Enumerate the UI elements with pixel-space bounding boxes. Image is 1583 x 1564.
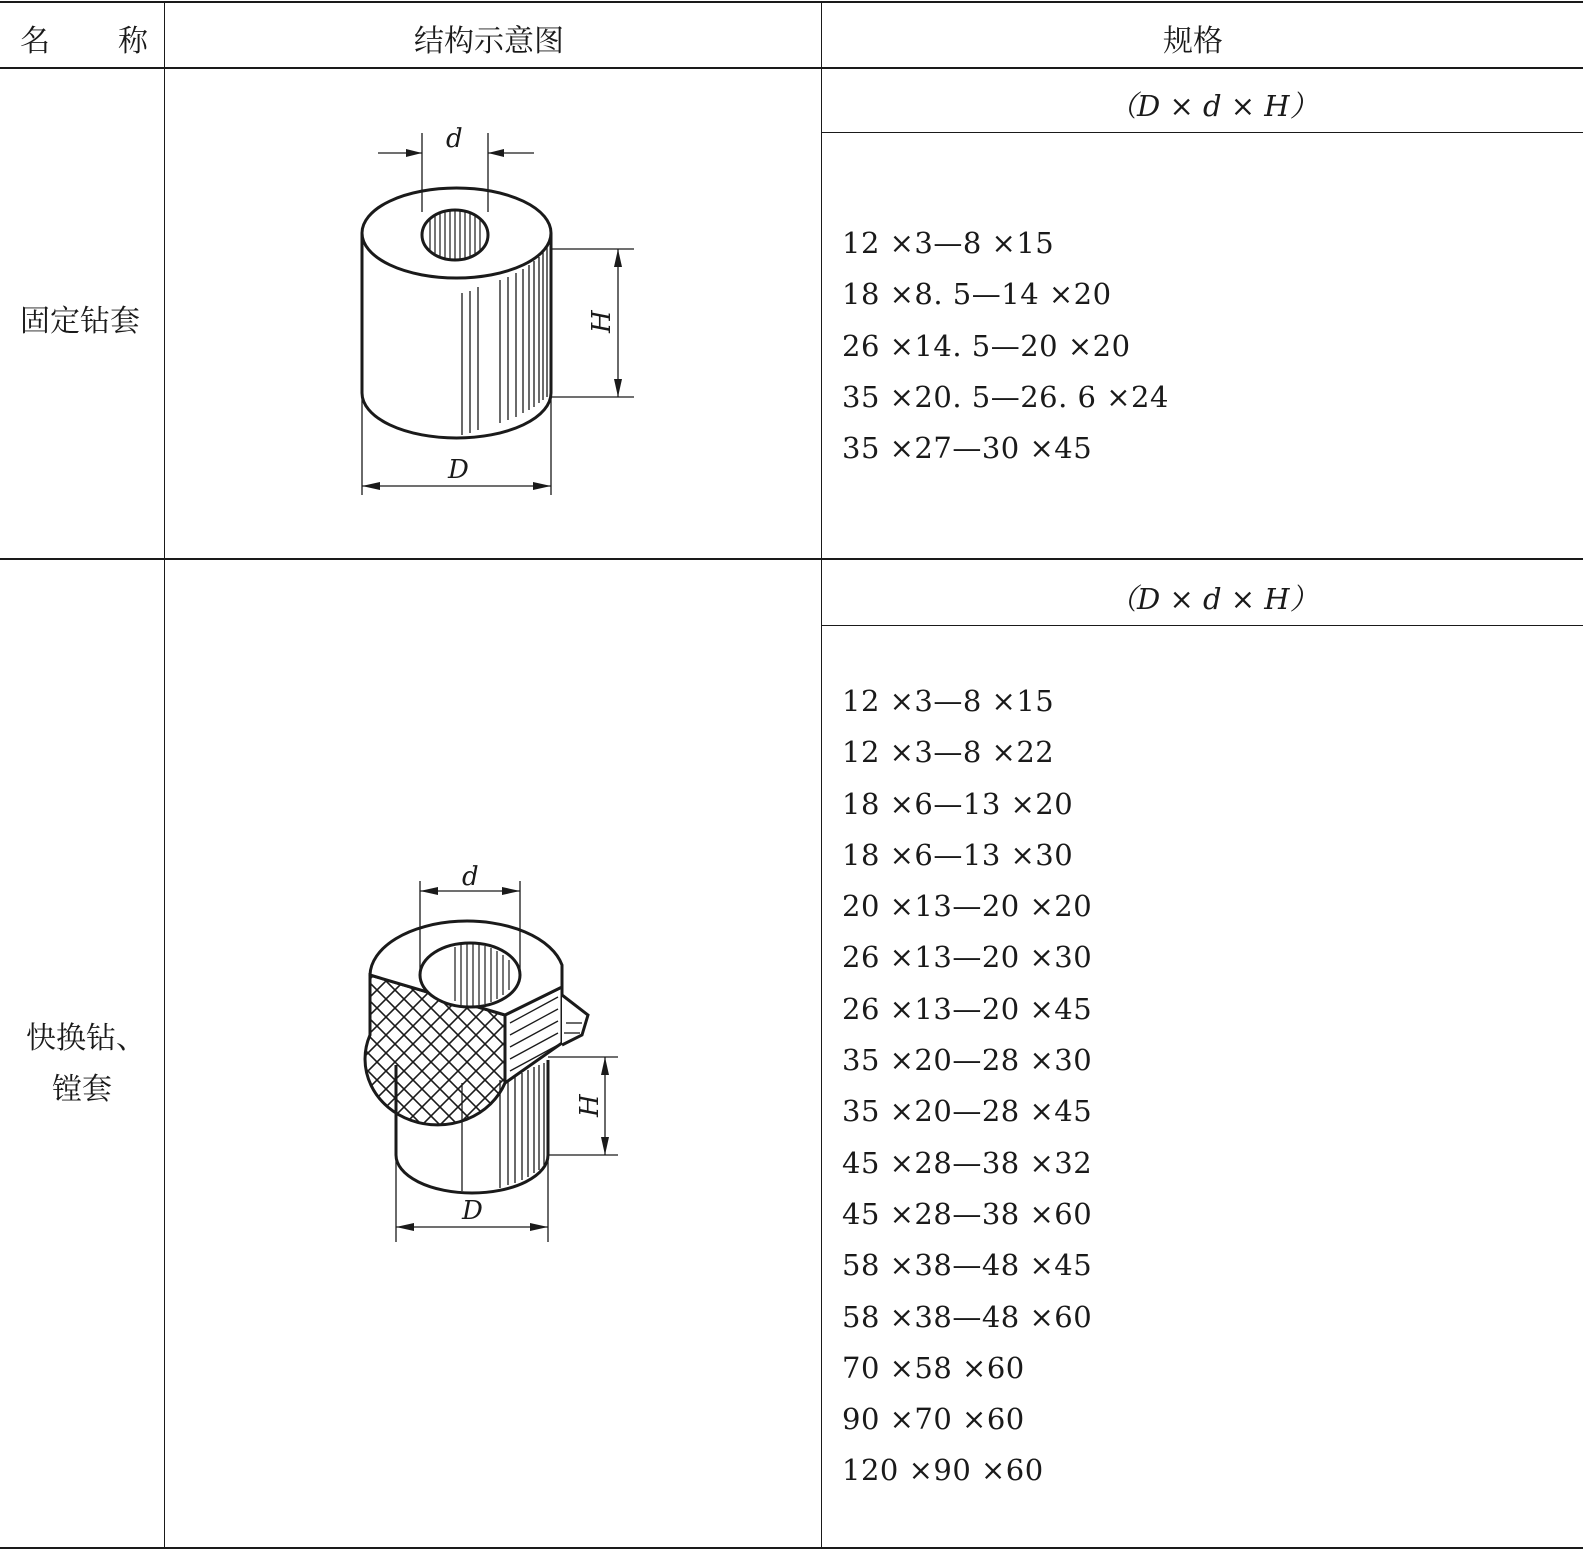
list-item: 58 ×38—48 ×60: [842, 1299, 1093, 1334]
row1-spec-header: （D × d × H）: [1108, 89, 1319, 123]
row1-label-H: H: [587, 310, 617, 333]
col-divider-1: [164, 1, 165, 1549]
row1-name: 固定钻套: [20, 304, 140, 339]
spec-subheader-divider-2: [821, 625, 1583, 626]
header-diagram: 结构示意图: [414, 24, 564, 59]
list-item: 18 ×6—13 ×30: [842, 837, 1074, 872]
row2-name-line1: 快换钻、: [26, 1021, 146, 1056]
row1-spec-list: [842, 218, 1169, 474]
row-divider: [0, 558, 1583, 560]
col-divider-2: [821, 1, 822, 1549]
list-item: 12 ×3—8 ×15: [842, 226, 1055, 260]
table-top-border: [0, 1, 1583, 3]
list-item: 35 ×20—28 ×45: [842, 1094, 1093, 1129]
list-item: 12 ×3—8 ×22: [842, 735, 1055, 770]
row2-spec-list: [842, 676, 1092, 1497]
row2-label-d: d: [462, 862, 479, 892]
row2-spec-header: （D × d × H）: [1108, 582, 1319, 616]
list-item: 26 ×13—20 ×30: [842, 940, 1093, 975]
list-item: 45 ×28—38 ×32: [842, 1145, 1093, 1180]
header-bottom-border: [0, 67, 1583, 69]
list-item: 18 ×8. 5—14 ×20: [842, 277, 1112, 312]
row2-label-D: D: [462, 1196, 483, 1226]
list-item: 35 ×20—28 ×30: [842, 1043, 1093, 1078]
table-bottom-border: [0, 1547, 1583, 1549]
list-item: 20 ×13—20 ×20: [842, 889, 1093, 924]
list-item: 18 ×6—13 ×20: [842, 786, 1074, 821]
list-item: 70 ×58 ×60: [842, 1350, 1025, 1385]
row1-label-D: D: [448, 455, 469, 485]
header-name-a: 名: [20, 24, 50, 59]
list-item: 12 ×3—8 ×15: [842, 684, 1055, 718]
list-item: 58 ×38—48 ×45: [842, 1248, 1093, 1283]
list-item: 26 ×14. 5—20 ×20: [842, 328, 1131, 363]
list-item: 35 ×27—30 ×45: [842, 431, 1093, 466]
quick-change-bushing-drawing: [350, 855, 650, 1255]
header-name-b: 称: [118, 24, 148, 59]
fixed-bushing-drawing: [340, 115, 650, 515]
list-item: 26 ×13—20 ×45: [842, 991, 1093, 1026]
list-item: 45 ×28—38 ×60: [842, 1196, 1093, 1231]
list-item: 120 ×90 ×60: [842, 1453, 1044, 1488]
list-item: 35 ×20. 5—26. 6 ×24: [842, 379, 1169, 414]
row2-label-H: H: [575, 1094, 605, 1117]
spec-subheader-divider-1: [821, 132, 1583, 133]
row2-name-line2: 镗套: [52, 1072, 112, 1107]
list-item: 90 ×70 ×60: [842, 1402, 1025, 1437]
header-spec: 规格: [1163, 24, 1223, 59]
row1-label-d: d: [446, 124, 463, 154]
